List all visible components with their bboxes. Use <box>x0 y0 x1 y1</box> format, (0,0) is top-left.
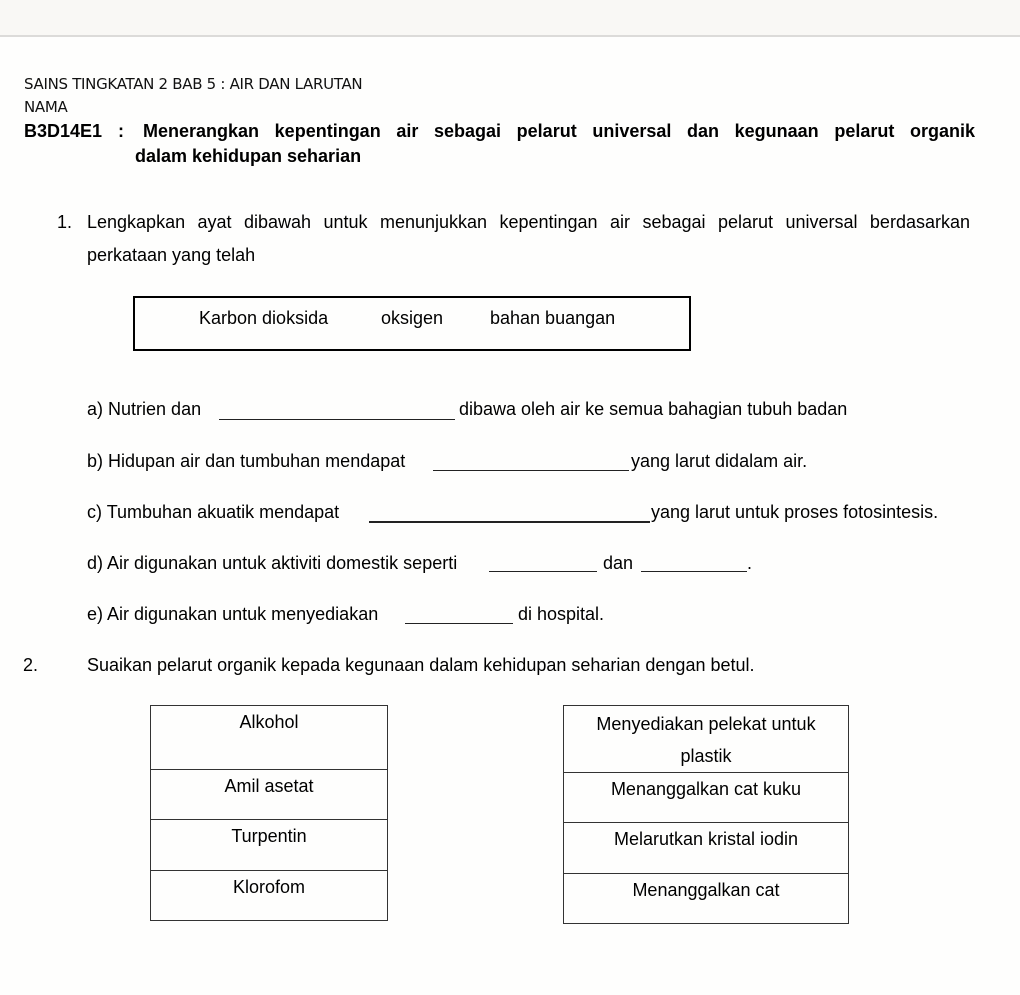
answer-blank-d1[interactable] <box>489 553 597 572</box>
item-text-before: Air digunakan untuk menyediakan <box>107 604 379 624</box>
item-label: c) <box>87 502 102 522</box>
standard-description-line1: Menerangkan kepentingan air sebagai pelarut universal dan kegunaan pelarut organik <box>143 121 975 141</box>
use-cell[interactable]: Menyediakan pelekat untuk plastik <box>564 706 849 773</box>
item-text-after: . <box>747 553 753 573</box>
solvent-cell[interactable]: Amil asetat <box>151 770 388 820</box>
item-label: e) <box>87 604 104 624</box>
item-e <box>87 604 378 625</box>
word-bank-item: bahan buangan <box>490 308 616 328</box>
item-label: b) <box>87 451 104 471</box>
item-text-after: di hospital. <box>518 604 605 624</box>
word-bank-item: oksigen <box>381 308 444 328</box>
item-c <box>87 502 339 523</box>
use-cell[interactable]: Melarutkan kristal iodin <box>564 823 849 874</box>
word-bank-box <box>133 296 691 351</box>
solvent-cell[interactable]: Turpentin <box>151 820 388 871</box>
answer-blank-b[interactable] <box>433 452 629 471</box>
answer-blank-c[interactable] <box>369 503 650 523</box>
item-label: a) <box>87 399 104 419</box>
item-text-after: yang larut untuk proses fotosintesis. <box>651 502 939 522</box>
question2-instruction: Suaikan pelarut organik kepada kegunaan dalam kehidupan seharian dengan betul. <box>87 655 755 675</box>
standard-code: B3D14E1 <box>24 121 103 141</box>
solvents-table <box>150 705 388 921</box>
top-toolbar-bar <box>0 0 1020 37</box>
answer-blank-a[interactable] <box>219 401 455 420</box>
standard-colon: : <box>118 121 124 141</box>
item-b <box>87 451 405 472</box>
use-cell[interactable]: Menanggalkan cat <box>564 874 849 924</box>
item-text-after: dibawa oleh air ke semua bahagian tubuh badan <box>459 399 848 419</box>
item-label: d) <box>87 553 104 573</box>
question1-instruction-line1: Lengkapkan ayat dibawah untuk menunjukkan kepentingan air sebagai pelarut universal berdasarkan <box>87 212 970 232</box>
item-a <box>87 399 201 420</box>
standard-description-line2: dalam kehidupan seharian <box>135 146 362 166</box>
uses-table <box>563 705 849 924</box>
subject-heading: SAINS TINGKATAN 2 BAB 5 : AIR DAN LARUTAN <box>24 75 363 93</box>
item-text-middle: dan <box>603 553 634 573</box>
item-text-before: Nutrien dan <box>108 399 202 419</box>
item-d <box>87 553 457 574</box>
solvent-cell[interactable]: Klorofom <box>151 871 388 921</box>
answer-blank-d2[interactable] <box>641 553 747 572</box>
item-text-before: Hidupan air dan tumbuhan mendapat <box>108 451 406 471</box>
item-text-after: yang larut didalam air. <box>631 451 808 471</box>
question1-number: 1. <box>57 212 73 232</box>
answer-blank-e[interactable] <box>405 605 513 624</box>
word-bank-item: Karbon dioksida <box>199 308 329 328</box>
solvent-cell[interactable]: Alkohol <box>151 706 388 770</box>
item-text-before: Tumbuhan akuatik mendapat <box>106 502 340 522</box>
use-cell[interactable]: Menanggalkan cat kuku <box>564 773 849 823</box>
question2-number: 2. <box>23 655 39 675</box>
item-text-before: Air digunakan untuk aktiviti domestik seperti <box>107 553 458 573</box>
name-label: NAMA <box>24 98 68 116</box>
question1-instruction-line2: perkataan yang telah <box>87 245 256 265</box>
